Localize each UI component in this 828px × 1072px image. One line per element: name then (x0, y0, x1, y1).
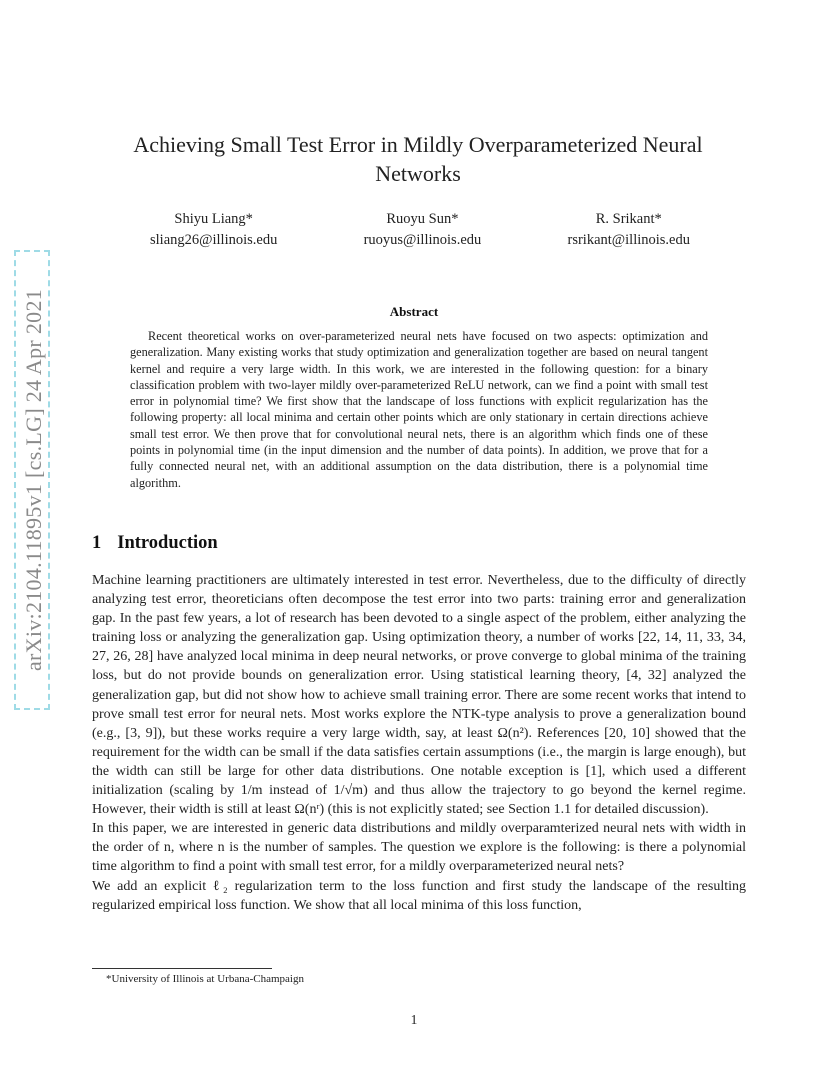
author-name: Ruoyu Sun* (386, 211, 459, 227)
arxiv-stamp[interactable]: arXiv:2104.11895v1 [cs.LG] 24 Apr 2021 (21, 288, 46, 672)
abstract-heading: Abstract (389, 304, 439, 319)
author-1 (150, 209, 277, 251)
author-list (150, 209, 690, 251)
footnote-divider (92, 968, 272, 969)
paper-title: Achieving Small Test Error in Mildly Overparameterized Neural Networks (133, 132, 703, 186)
section-heading (92, 533, 218, 554)
author-name: Shiyu Liang* (174, 211, 253, 227)
paragraph: In this paper, we are interested in generic data distributions and mildly overparamterized neural nets with width in the order of n, where n is the number of samples. The question we explore is the following: is there a polynomial time algorithm to find a point with small test error, for a mildly overparameterized neural nets? (92, 821, 746, 875)
page-number: 1 (410, 1012, 418, 1027)
author-name: R. Srikant* (595, 211, 662, 227)
author-email[interactable]: ruoyus@illinois.edu (363, 232, 482, 248)
section-title: Introduction (117, 533, 218, 553)
paragraph: We add an explicit ℓ₂ regularization term to the loss function and first study the landscape of the resulting regularized empirical loss function. We show that all local minima of this loss function, (92, 878, 746, 913)
author-email[interactable]: sliang26@illinois.edu (150, 232, 278, 248)
abstract-text: Recent theoretical works on over-parameterized neural nets have focused on two aspects: optimization and generalization. Many existing works that study optimization and generalization together are based on neural tangent kernel and require a very large width. In this work, we are interested in the following question: for a binary classification problem with two-layer mildly over-parameterized ReLU network, can we find a point with small test error in polynomial time? We first show that the landscape of loss functions with explicit regularization has the following property: all local minima and certain other points which are only stationary in certain directions achieve small test error. We then prove that for convolutional neural nets, there is an algorithm which finds one of these points in polynomial time (in the input dimension and the number of data points). In addition, we prove that for a fully connected neural net, with an additional assumption on the data distribution, there is a polynomial time algorithm. (130, 329, 708, 490)
paragraph: Machine learning practitioners are ultimately interested in test error. Nevertheless, due to the difficulty of directly analyzing test error, theoreticians often decompose the test error into two parts: training error and generalization gap. In the past few years, a lot of research has been devoted to a single aspect of the problem, either analyzing the training loss or analyzing the generalization gap. Using optimization theory, a number of works [22, 14, 11, 33, 34, 27, 26, 28] have analyzed local minima in deep neural networks, or prove converge to global minima of the training loss, but do not provide bounds on generalization error. Using statistical learning theory, [4, 32] analyzed the generalization gap, but did not show how to achieve small training error. There are some recent works that intend to prove small test error for neural nets. Most works explore the NTK-type analysis to prove a generalization bound (e.g., [3, 9]), but these works require a very large width, say, at least Ω(n²). References [20, 10] showed that the requirement for the width can be small if the data satisfies certain assumptions (i.e., the margin is large enough), but the width can still be large for other data distributions. One notable exception is [1], which used a different initialization (scaling by 1/m instead of 1/√m) and thus allow the trajectory to go beyond the kernel regime. However, their width is still at least Ω(nʳ) (this is not explicitly stated; see Section 1.1 for detailed discussion). (92, 573, 746, 818)
author-email[interactable]: rsrikant@illinois.edu (567, 232, 690, 248)
author-3 (567, 209, 690, 251)
author-2 (364, 209, 482, 251)
footnote: *University of Illinois at Urbana-Champaign (106, 973, 304, 985)
introduction-body (92, 571, 746, 915)
section-number: 1 (92, 533, 102, 553)
